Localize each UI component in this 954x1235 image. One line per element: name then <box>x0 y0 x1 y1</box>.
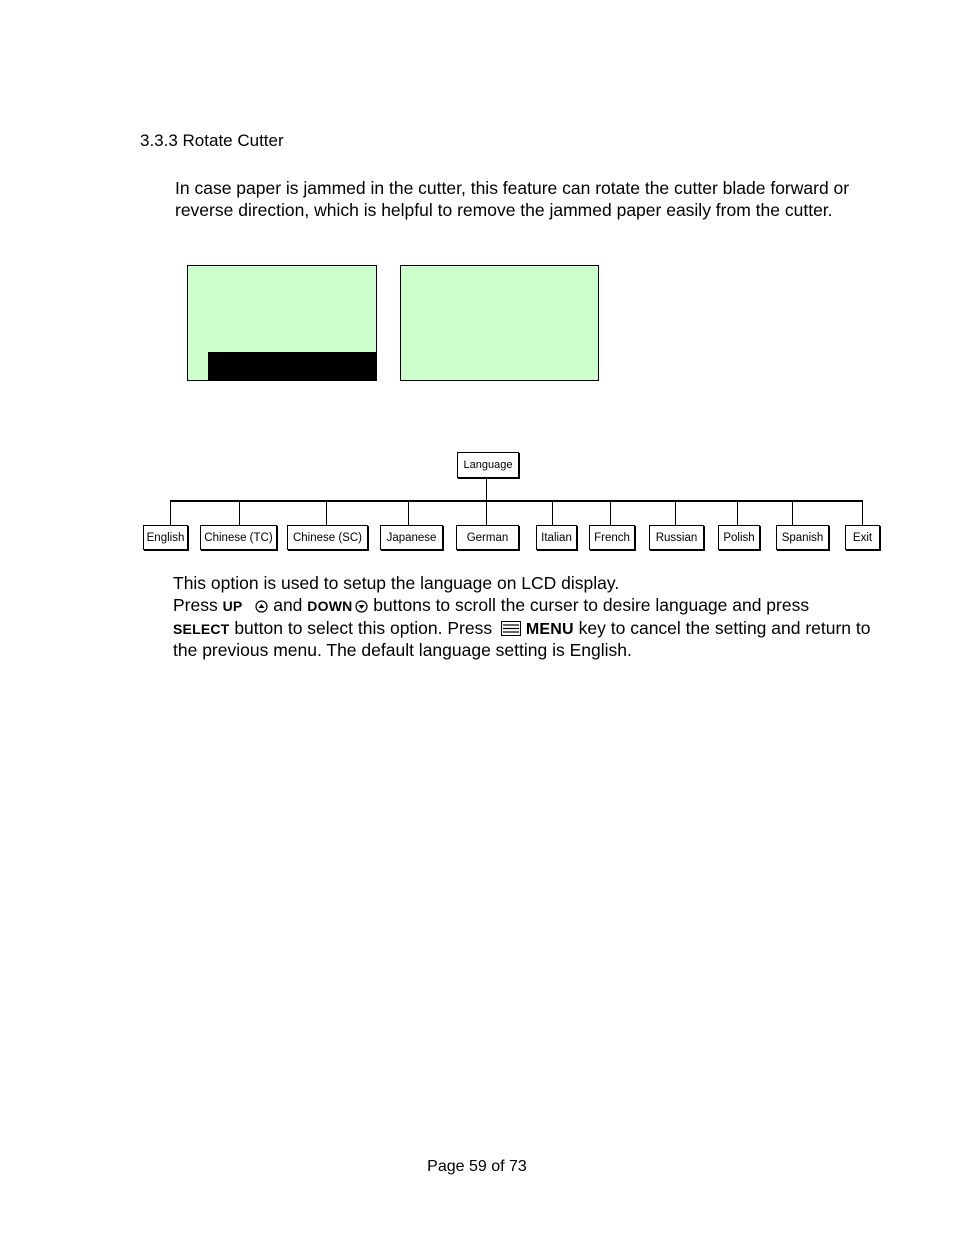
tree-branch <box>862 500 863 525</box>
page-number: 59 of 73 <box>469 1158 527 1175</box>
tree-node-spanish: Spanish <box>776 525 829 550</box>
lcd-selected-row <box>208 352 377 381</box>
tree-node-french: French <box>589 525 635 550</box>
tree-root-language: Language <box>457 452 519 478</box>
language-line1: This option is used to setup the language on LCD display. <box>173 573 620 593</box>
language-description <box>173 573 893 662</box>
tree-root-connector <box>486 478 487 500</box>
tree-node-english: English <box>143 525 188 550</box>
up-key-label: UP <box>222 597 243 614</box>
tree-branch <box>737 500 738 525</box>
tree-branch <box>239 500 240 525</box>
menu-key-label: MENU <box>525 620 574 638</box>
tree-branch <box>552 500 553 525</box>
down-arrow-icon <box>355 600 368 613</box>
tree-node-russian: Russian <box>649 525 704 550</box>
tree-horizontal-bar <box>170 500 863 502</box>
menu-icon <box>501 621 521 636</box>
tree-branch <box>792 500 793 525</box>
language-line3: SELECT button to select this option. Press MENU key to cancel the setting and return to the previous menu. The default language setting is English. <box>173 617 871 661</box>
language-line2: Press UP and DOWN buttons to scroll the curser to desire language and press <box>173 594 810 615</box>
tree-branch <box>486 500 487 525</box>
up-arrow-icon <box>255 600 268 613</box>
tree-node-chinese-sc: Chinese (SC) <box>287 525 368 550</box>
tree-branch <box>675 500 676 525</box>
tree-node-japanese: Japanese <box>380 525 443 550</box>
tree-node-italian: Italian <box>536 525 577 550</box>
tree-node-polish: Polish <box>718 525 760 550</box>
tree-node-chinese-tc: Chinese (TC) <box>200 525 277 550</box>
intro-paragraph: In case paper is jammed in the cutter, this feature can rotate the cutter blade forward or reverse direction, which is helpful to remove the jammed paper easily from the cutter. <box>175 178 850 220</box>
tree-node-german: German <box>456 525 519 550</box>
lcd-screen-right <box>400 265 599 381</box>
page-label: Page <box>427 1158 465 1175</box>
tree-node-exit: Exit <box>845 525 880 550</box>
section-heading: 3.3.3 Rotate Cutter <box>140 131 284 150</box>
lcd-screen-left <box>187 265 377 381</box>
tree-branch <box>170 500 171 525</box>
select-key-label: SELECT <box>173 620 230 637</box>
tree-branch <box>610 500 611 525</box>
page-footer <box>0 1158 954 1176</box>
tree-branch <box>326 500 327 525</box>
down-key-label: DOWN <box>307 597 353 614</box>
tree-branch <box>408 500 409 525</box>
